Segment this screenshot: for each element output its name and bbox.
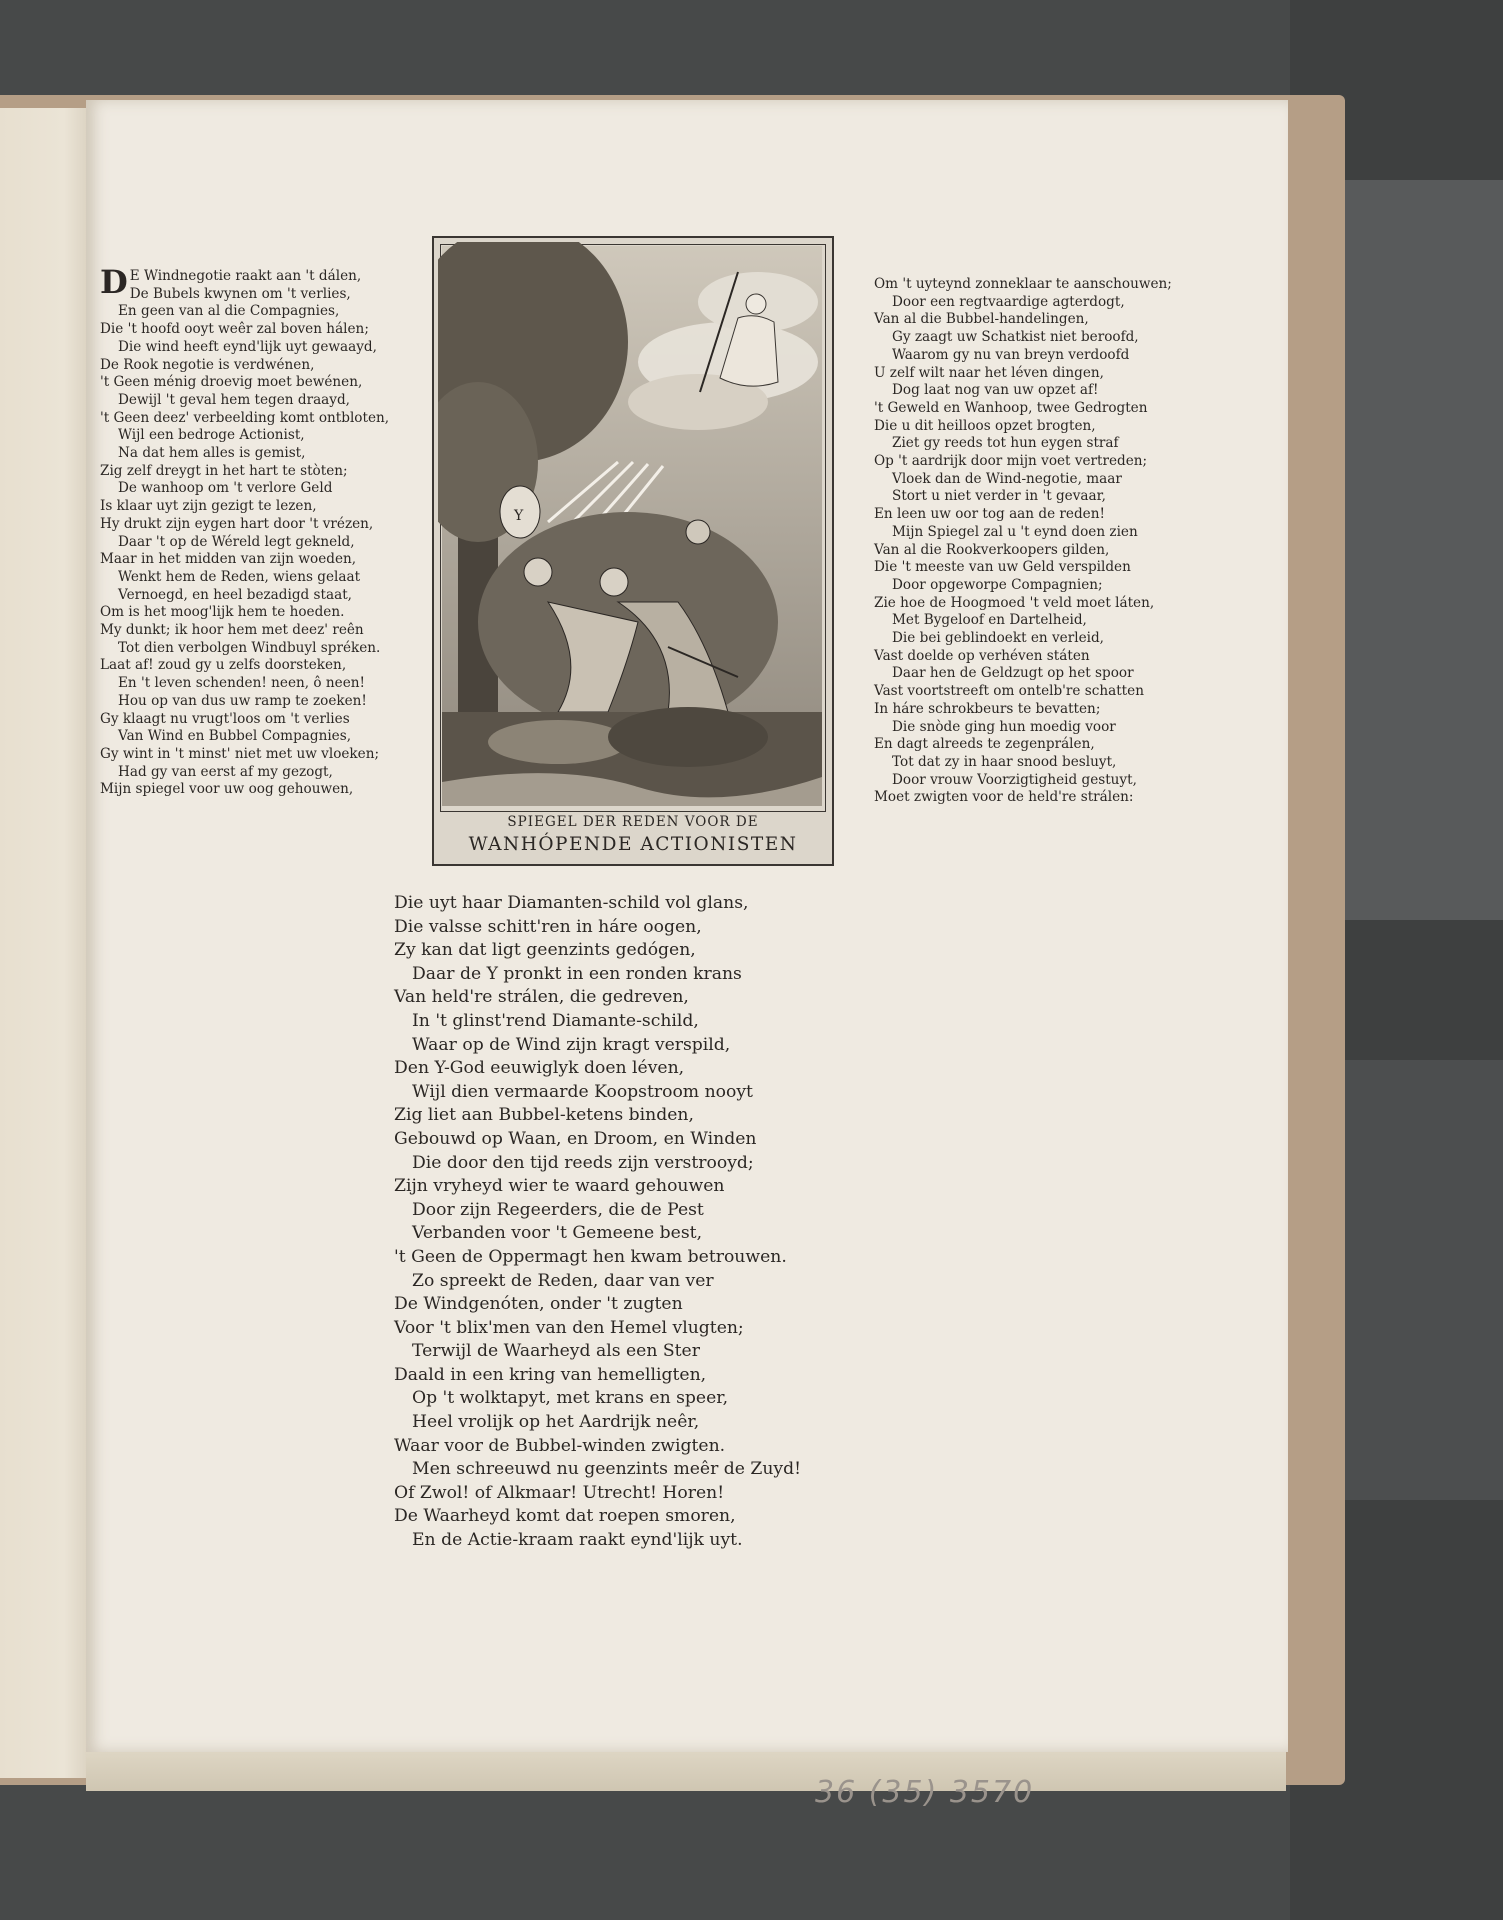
- shield-letter: Y: [514, 508, 524, 524]
- verse-line: Van al die Bubbel-handelingen,: [874, 311, 1089, 328]
- verse-line: En de Actie-kraam raakt eynd'lijk uyt.: [412, 1530, 743, 1551]
- verse-line: Wijl dien vermaarde Koopstroom nooyt: [412, 1081, 753, 1102]
- verse-line: 't Geweld en Wanhoop, twee Gedrogten: [874, 399, 1148, 416]
- verse-line: Die 't meeste van uw Geld verspilden: [874, 559, 1131, 576]
- verse-line: In háre schrokbeurs te bevatten;: [874, 700, 1101, 717]
- drop-cap: D: [100, 263, 128, 301]
- verse-line: Door een regtvaardige agterdogt,: [892, 293, 1125, 310]
- verse-line: En geen van al die Compagnies,: [118, 303, 340, 320]
- verse-line: De wanhoop om 't verlore Geld: [118, 480, 333, 497]
- verse-line: Daar 't op de Wéreld legt gekneld,: [118, 533, 355, 550]
- verse-line: Die u dit heilloos opzet brogten,: [874, 417, 1096, 434]
- engraving-plate: [432, 236, 834, 866]
- verse-line-first: D E Windnegotie raakt aan 't dálen,: [100, 263, 362, 301]
- verse-line: Van Wind en Bubbel Compagnies,: [118, 728, 352, 745]
- verse-line: Waar op de Wind zijn kragt verspild,: [412, 1034, 731, 1055]
- verse-line: Is klaar uyt zijn gezigt te lezen,: [100, 498, 317, 515]
- verse-line: Daar de Y pronkt in een ronden krans: [412, 963, 742, 984]
- verse-line: En dagt alreeds te zegenprálen,: [874, 736, 1095, 753]
- right-verse-column: [874, 276, 1172, 807]
- verse-line: Of Zwol! of Alkmaar! Utrecht! Horen!: [394, 1482, 725, 1503]
- verse-line: Dewijl 't geval hem tegen draayd,: [118, 391, 350, 408]
- verse-line: Van al die Rookverkoopers gilden,: [874, 541, 1110, 558]
- verse-line: Gy klaagt nu vrugt'loos om 't verlies: [100, 710, 350, 727]
- verse-line: En 't leven schenden! neen, ô neen!: [118, 675, 365, 692]
- verse-line: Den Y-God eeuwiglyk doen léven,: [394, 1058, 685, 1079]
- verse-line: Waarom gy nu van breyn verdoofd: [892, 346, 1130, 363]
- verse-line: Zijn vryheyd wier te waard gehouwen: [394, 1176, 725, 1197]
- verse-line: Met Bygeloof en Dartelheid,: [892, 612, 1087, 629]
- verse-line: Daald in een kring van hemelligten,: [394, 1364, 707, 1385]
- verse-line: Vast voortstreeft om ontelb're schatten: [874, 683, 1144, 700]
- verse-line: Door zijn Regeerders, die de Pest: [412, 1199, 704, 1220]
- verse-line: U zelf wilt naar het léven dingen,: [874, 364, 1104, 381]
- verse-line: Terwijl de Waarheyd als een Ster: [412, 1341, 700, 1362]
- verse-line: Stort u niet verder in 't gevaar,: [892, 488, 1106, 505]
- verse-line: Gebouwd op Waan, en Droom, en Winden: [394, 1128, 757, 1149]
- verse-line: En leen uw oor tog aan de reden!: [874, 506, 1105, 523]
- verse-line: Gy wint in 't minst' niet met uw vloeken;: [100, 745, 380, 762]
- verse-line: De Bubels kwynen om 't verlies,: [129, 285, 351, 302]
- verse-line: Daar hen de Geldzugt op het spoor: [892, 665, 1134, 682]
- verse-line: 't Geen deez' verbeelding komt ontbloten,: [100, 409, 390, 426]
- verse-line: My dunkt; ik hoor hem met deez' reên: [100, 622, 364, 639]
- verse-line: Hou op van dus uw ramp te zoeken!: [118, 692, 367, 709]
- verse-line: Die wind heeft eynd'lijk uyt gewaayd,: [118, 338, 377, 355]
- verse-line: Die snòde ging hun moedig voor: [892, 718, 1116, 735]
- left-page: [0, 108, 92, 1778]
- engraving-illustration: [438, 242, 826, 808]
- verse-line: Zy kan dat ligt geenzints gedógen,: [394, 940, 696, 961]
- verse-line: 't Geen de Oppermagt hen kwam betrouwen.: [394, 1246, 787, 1267]
- verse-line: 't Geen ménig droevig moet bewénen,: [100, 374, 363, 391]
- verse-line: Moet zwigten voor de held're strálen:: [874, 789, 1134, 806]
- verse-line: Door vrouw Voorzigtigheid gestuyt,: [892, 771, 1137, 788]
- bottom-verse-column: [394, 892, 801, 1553]
- engraving-caption-top: SPIEGEL DER REDEN VOOR DE: [507, 814, 759, 830]
- page-stack-edge: [86, 1750, 1286, 1791]
- verse-line: Verbanden voor 't Gemeene best,: [412, 1223, 703, 1244]
- left-verse-column: [100, 263, 390, 799]
- verse-line: Dog laat nog van uw opzet af!: [892, 382, 1099, 399]
- verse-line: Door opgeworpe Compagnien;: [892, 576, 1103, 593]
- verse-line: De Rook negotie is verdwénen,: [100, 356, 315, 373]
- verse-line: Na dat hem alles is gemist,: [118, 445, 306, 462]
- verse-line: In 't glinst'rend Diamante-schild,: [412, 1010, 699, 1031]
- verse-line: Waar voor de Bubbel-winden zwigten.: [394, 1435, 726, 1456]
- verse-line: Laat af! zoud gy u zelfs doorsteken,: [100, 657, 347, 674]
- verse-line: Had gy van eerst af my gezogt,: [118, 763, 333, 780]
- verse-line: Die valsse schitt'ren in háre oogen,: [394, 916, 702, 937]
- verse-line: Mijn Spiegel zal u 't eynd doen zien: [892, 523, 1138, 540]
- verse-line: Gy zaagt uw Schatkist niet beroofd,: [892, 329, 1139, 346]
- verse-line: Vast doelde op verhéven státen: [874, 647, 1090, 664]
- verse-line: Vernoegd, en heel bezadigd staat,: [118, 586, 352, 603]
- verse-line: Tot dat zy in haar snood besluyt,: [892, 753, 1117, 770]
- verse-line: Wenkt hem de Reden, wiens gelaat: [118, 568, 361, 585]
- verse-line: Zig liet aan Bubbel-ketens binden,: [394, 1105, 694, 1126]
- verse-line: Wijl een bedroge Actionist,: [118, 427, 305, 444]
- verse-line: Voor 't blix'men van den Hemel vlugten;: [394, 1317, 744, 1338]
- verse-line: Zig zelf dreygt in het hart te stòten;: [100, 462, 348, 479]
- verse-line: Hy drukt zijn eygen hart door 't vrézen,: [100, 515, 374, 532]
- verse-line: Om 't uyteynd zonneklaar te aanschouwen;: [874, 276, 1172, 292]
- verse-line: Men schreeuwd nu geenzints meêr de Zuyd!: [412, 1459, 802, 1480]
- verse-line: Op 't wolktapyt, met krans en speer,: [412, 1388, 729, 1409]
- verse-line: Tot dien verbolgen Windbuyl spréken.: [118, 639, 381, 656]
- verse-line: Vloek dan de Wind-negotie, maar: [892, 470, 1122, 487]
- verse-line: Die 't hoofd ooyt weêr zal boven hálen;: [100, 321, 369, 338]
- verse-line: Zo spreekt de Reden, daar van ver: [412, 1270, 714, 1291]
- pencil-inventory-note: 36 (35) 3570: [815, 1775, 1035, 1810]
- verse-line: Die uyt haar Diamanten-schild vol glans,: [394, 893, 749, 913]
- verse-line: Heel vrolijk op het Aardrijk neêr,: [412, 1412, 700, 1433]
- verse-line: Die bei geblindoekt en verleid,: [892, 630, 1104, 647]
- verse-line: Om is het moog'lijk hem te hoeden.: [100, 604, 345, 621]
- verse-line: Maar in het midden van zijn woeden,: [100, 551, 357, 568]
- verse-line: Ziet gy reeds tot hun eygen straf: [892, 435, 1119, 452]
- verse-line: Van held're strálen, die gedreven,: [394, 987, 689, 1008]
- verse-line: De Waarheyd komt dat roepen smoren,: [394, 1506, 736, 1527]
- verse-line: Zie hoe de Hoogmoed 't veld moet láten,: [874, 594, 1155, 611]
- verse-line: Mijn spiegel voor uw oog gehouwen,: [100, 781, 354, 798]
- verse-line: Die door den tijd reeds zijn verstrooyd;: [412, 1152, 754, 1173]
- engraving-caption-bottom: WANHÓPENDE ACTIONISTEN: [468, 834, 798, 855]
- verse-line: De Windgenóten, onder 't zugten: [394, 1294, 683, 1315]
- verse-line: Op 't aardrijk door mijn voet vertreden;: [874, 453, 1148, 470]
